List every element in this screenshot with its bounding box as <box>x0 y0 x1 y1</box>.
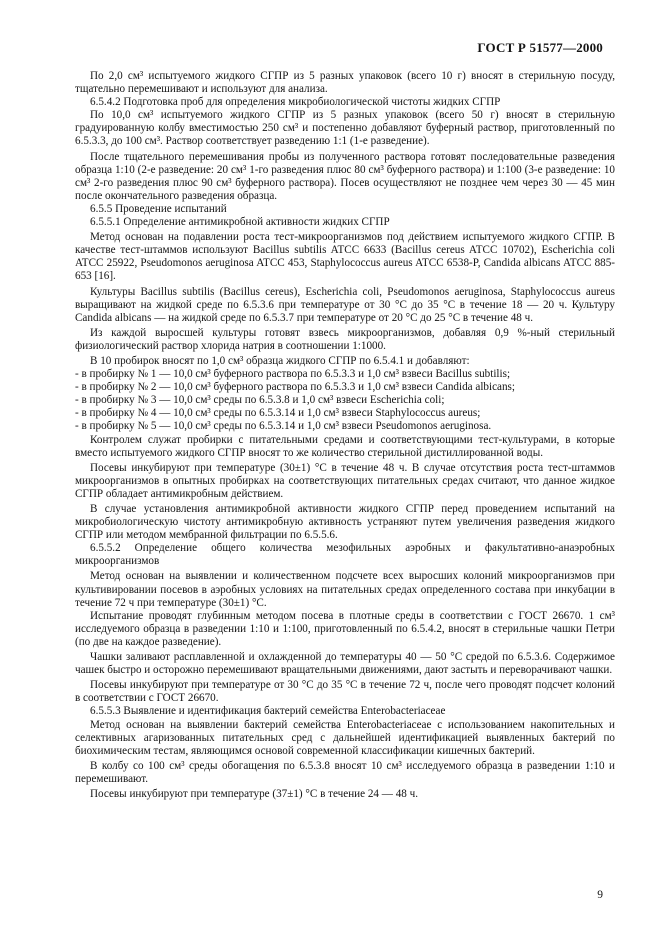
section-heading: 6.5.5.1 Определение антимикробной активности жидких СГПР <box>90 216 390 229</box>
paragraph: Посевы инкубируют при температуре (37±1) °С в течение 24 — 48 ч. <box>90 787 419 800</box>
paragraph: В 10 пробирок вносят по 1,0 см³ образца жидкого СГПР по 6.5.4.1 и добавляют: <box>90 354 470 367</box>
section-heading: 6.5.4.2 Подготовка проб для определения микробиологической чистоты жидких СГПР <box>90 96 501 109</box>
paragraph: Испытание проводят глубинным методом посева в плотные среды в соответствии с ГОСТ 26670. 1 см³ исследуемого образца в разведении 1:10 и 1:100, приготовленный по 6.5.4.2, вносят в стерильные чашки Петри (по две на каждое разведение). <box>75 609 615 648</box>
section-heading: 6.5.5.3 Выявление и идентификация бактерий семейства Enterobacteriaceae <box>90 705 446 718</box>
paragraph: Метод основан на подавлении роста тест-микроорганизмов под действием испытуемого жидкого СГПР. В качестве тест-штаммов используют Bacillus subtilis ATCC 6633 (Bacillus cereus ATCC 10702), Escherichia coli ATCC 25922, Pseudomonos aeruginosa ATCC 453, Staphylococcus aureus ATCC 6538-P, Candida albicans ATCC 885-653 [16]. <box>75 231 615 283</box>
list-item: - в пробирку № 5 — 10,0 см³ среды по 6.5.3.14 и 1,0 см³ взвеси Pseudomonos aeruginosa. <box>75 420 492 433</box>
section-heading: 6.5.5 Проведение испытаний <box>90 202 227 215</box>
paragraph: По 10,0 см³ испытуемого жидкого СГПР из 5 разных упаковок (всего 50 г) вносят в стерильную градуированную колбу вместимостью 250 см³ и постепенно добавляют буферный раствор, приготовленный по 6.5.3.3, до 100 см³. Раствор соответствует разведению 1:1 (1-е разведение). <box>75 109 615 148</box>
list-item: - в пробирку № 4 — 10,0 см³ среды по 6.5.3.14 и 1,0 см³ взвеси Staphylococcus aureus; <box>75 407 481 420</box>
list-item: - в пробирку № 1 — 10,0 см³ буферного раствора по 6.5.3.3 и 1,0 см³ взвеси Bacillus subtilis; <box>75 368 511 381</box>
section-heading: 6.5.5.2 Определение общего количества мезофильных аэробных и факультативно-анаэробных микроорганизмов <box>75 542 615 568</box>
paragraph: Из каждой выросшей культуры готовят взвесь микроорганизмов, добавляя 0,9 %-ный стерильный физиологический раствор хлорида натрия в соотношении 1:1000. <box>75 326 615 352</box>
paragraph: Контролем служат пробирки с питательными средами и соответствующими тест-культурами, в которые вместо испытуемого жидкого СГПР вносят то же количество стерильной дистиллированной воды. <box>75 433 615 459</box>
paragraph: Метод основан на выявлении и количественном подсчете всех выросших колоний микроорганизмов при культивировании посевов в аэробных условиях на питательных средах определенного состава при инкубации в течение 72 ч при температуре (30±1) °С. <box>75 570 615 609</box>
paragraph: Посевы инкубируют при температуре от 30 °С до 35 °С в течение 72 ч, после чего проводят подсчет колоний в соответствии с ГОСТ 26670. <box>75 679 615 705</box>
list-item: - в пробирку № 3 — 10,0 см³ среды по 6.5.3.8 и 1,0 см³ взвеси Escherichia coli; <box>75 394 445 407</box>
paragraph: В случае установления антимикробной активности жидкого СГПР перед проведением испытаний на микробиологическую чистоту антимикробную активность устраняют путем увеличения разведения жидкого СГПР или методом мембранной фильтрации по 6.5.5.6. <box>75 503 615 542</box>
paragraph: Культуры Bacillus subtilis (Bacillus cereus), Escherichia coli, Pseudomonos aeruginosa, Staphylococcus aureus выращивают на жидкой среде по 6.5.3.6 при температуре от 30 °С до 35 °С в течение 18 — 20 ч. Культуру Candida albicans — на жидкой среде по 6.5.3.7 при температуре от 20 °С до 25 °С в течение 48 ч. <box>75 285 615 324</box>
paragraph: По 2,0 см³ испытуемого жидкого СГПР из 5 разных упаковок (всего 10 г) вносят в стерильную посуду, тщательно перемешивают и используют для анализа. <box>75 70 615 96</box>
paragraph: Чашки заливают расплавленной и охлажденной до температуры 40 — 50 °С средой по 6.5.3.6. Содержимое чашек быстро и осторожно перемешивают вращательными движениями, дают застыть и переворачивают чашки. <box>75 651 615 677</box>
paragraph: В колбу со 100 см³ среды обогащения по 6.5.3.8 вносят 10 см³ исследуемого образца в разведении 1:10 и перемешивают. <box>75 759 615 785</box>
page-number: 9 <box>597 889 603 901</box>
paragraph: После тщательного перемешивания пробы из полученного раствора готовят последовательные разведения образца 1:10 (2-е разведение: 20 см³ 1-го разведения плюс 80 см³ буферного раствора) и 1:100 (3-е разведение: 10 см³ 2-го разведения плюс 90 см³ буферного раствора). Посев осуществляют не позднее чем через 30 — 45 мин после окончательного разведения образца. <box>75 150 615 202</box>
paragraph: Метод основан на выявлении бактерий семейства Enterobacteriaceae с использованием накопительных и селективных агаризованных питательных сред с дальнейшей идентификацией выявленных бактерий по биохимическим тестам, являющимся основой современной классификации кишечных бактерий. <box>75 718 615 757</box>
standard-header: ГОСТ Р 51577—2000 <box>477 40 603 55</box>
list-item: - в пробирку № 2 — 10,0 см³ буферного раствора по 6.5.3.3 и 1,0 см³ взвеси Candida albicans; <box>75 381 515 394</box>
paragraph: Посевы инкубируют при температуре (30±1) °С в течение 48 ч. В случае отсутствия роста тест-штаммов микроорганизмов в опытных пробирках на соответствующих питательных средах считают, что данное жидкое СГПР обладает антимикробным действием. <box>75 461 615 500</box>
document-body <box>75 70 615 801</box>
